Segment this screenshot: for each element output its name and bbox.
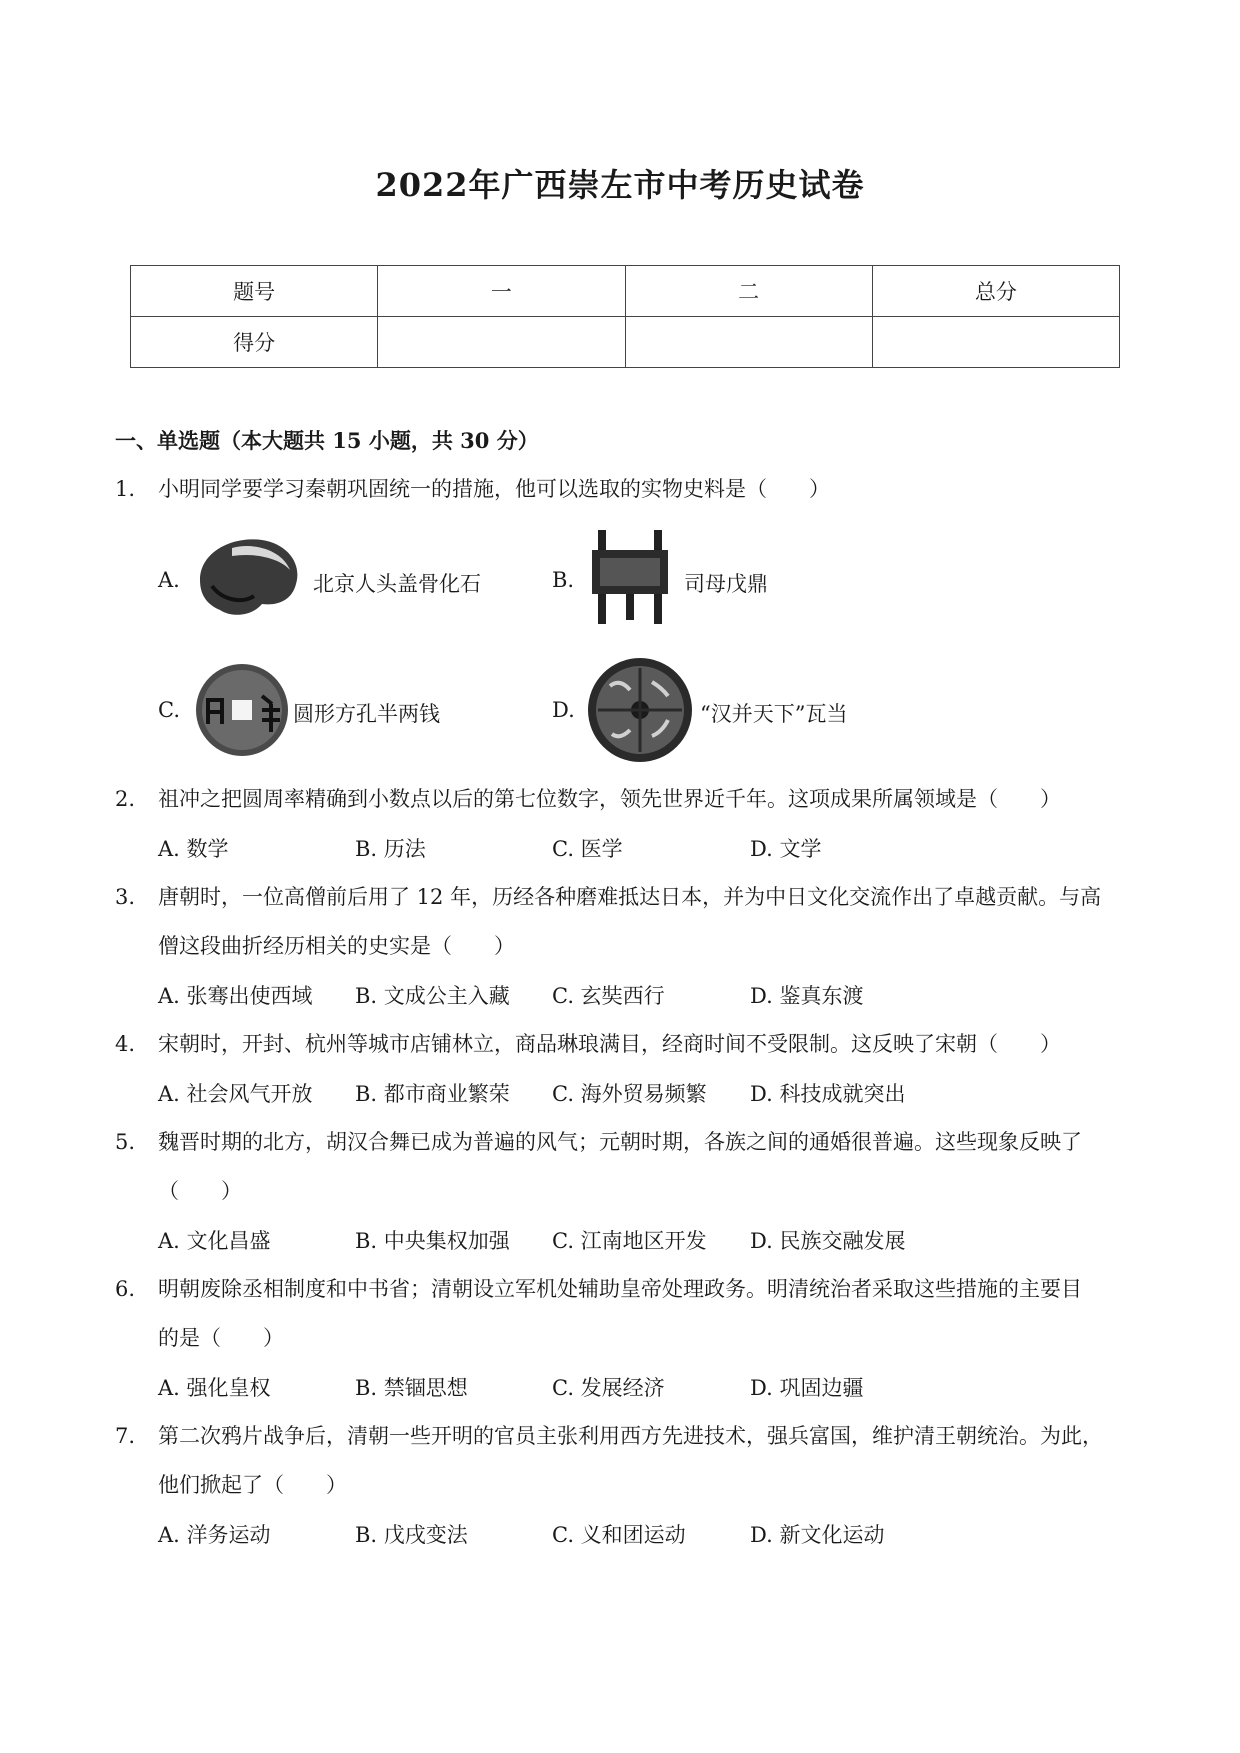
bronze-ding-icon	[586, 528, 674, 626]
score-table-cell: 总分	[872, 266, 1119, 317]
option-c[interactable]: C. 海外贸易频繁	[552, 1082, 707, 1106]
option-b[interactable]: B. 中央集权加强	[355, 1229, 510, 1253]
option-text: “汉并天下”瓦当	[700, 702, 848, 726]
option-c[interactable]: C. 玄奘西行	[552, 984, 665, 1008]
score-input-cell[interactable]	[872, 317, 1119, 368]
option-a[interactable]: A. 洋务运动	[158, 1523, 271, 1547]
option-b[interactable]: B. 历法	[355, 837, 426, 861]
option-b[interactable]: B. 戊戌变法	[355, 1523, 468, 1547]
option-a[interactable]: A. 强化皇权	[158, 1376, 271, 1400]
question-text-line: 僧这段曲折经历相关的史实是（ ）	[158, 934, 515, 958]
score-table-header-row	[131, 266, 1120, 317]
option-d[interactable]: D. 巩固边疆	[750, 1376, 864, 1400]
question-text-line: （ ）	[158, 1179, 242, 1203]
score-table-cell: 得分	[131, 317, 378, 368]
option-c[interactable]: C. 义和团运动	[552, 1523, 686, 1547]
score-table-cell: 题号	[131, 266, 378, 317]
score-table	[130, 265, 1120, 368]
question-number: 3.	[115, 885, 136, 909]
page-title: 2022年广西崇左市中考历史试卷	[375, 166, 865, 204]
option-b[interactable]: B. 禁锢思想	[355, 1376, 468, 1400]
option-a[interactable]: A. 文化昌盛	[158, 1229, 271, 1253]
option-c[interactable]: C. 江南地区开发	[552, 1229, 707, 1253]
score-table-score-row	[131, 317, 1120, 368]
skull-fossil-icon	[192, 530, 312, 625]
option-b[interactable]: B. 文成公主入藏	[355, 984, 510, 1008]
question-text: 祖冲之把圆周率精确到小数点以后的第七位数字，领先世界近千年。这项成果所属领域是（ ）	[158, 787, 1061, 811]
question-text: 宋朝时，开封、杭州等城市店铺林立，商品琳琅满目，经商时间不受限制。这反映了宋朝（ ）	[158, 1032, 1061, 1056]
option-b[interactable]: B. 都市商业繁荣	[355, 1082, 510, 1106]
option-d[interactable]: D. 科技成就突出	[750, 1082, 906, 1106]
option-letter: C.	[158, 698, 180, 722]
question-number: 6.	[115, 1277, 136, 1301]
option-d[interactable]: D. 鉴真东渡	[750, 984, 864, 1008]
option-text: 圆形方孔半两钱	[293, 702, 440, 726]
question-number: 2.	[115, 787, 136, 811]
question-number: 7.	[115, 1424, 136, 1448]
section-heading: 一、单选题（本大题共 15 小题，共 30 分）	[115, 428, 539, 453]
option-a[interactable]: A. 张骞出使西域	[158, 984, 313, 1008]
score-input-cell[interactable]	[378, 317, 625, 368]
option-d[interactable]: D. 文学	[750, 837, 822, 861]
option-c[interactable]: C. 医学	[552, 837, 623, 861]
option-c[interactable]: C. 发展经济	[552, 1376, 665, 1400]
question-number: 1.	[115, 477, 136, 501]
option-text: 北京人头盖骨化石	[313, 572, 481, 596]
question-text: 小明同学要学习秦朝巩固统一的措施，他可以选取的实物史料是（ ）	[158, 477, 830, 501]
question-number: 4.	[115, 1032, 136, 1056]
option-text: 司母戊鼎	[684, 572, 768, 596]
option-a[interactable]: A. 社会风气开放	[158, 1082, 313, 1106]
score-table-cell: 二	[625, 266, 872, 317]
roof-tile-icon	[586, 656, 694, 764]
score-table-cell: 一	[378, 266, 625, 317]
question-number: 5.	[115, 1130, 136, 1154]
score-input-cell[interactable]	[625, 317, 872, 368]
question-text-line: 明朝废除丞相制度和中书省；清朝设立军机处辅助皇帝处理政务。明清统治者采取这些措施的主要目	[158, 1277, 1082, 1301]
option-d[interactable]: D. 新文化运动	[750, 1523, 885, 1547]
option-letter: A.	[158, 568, 180, 592]
option-letter: B.	[552, 568, 575, 592]
question-text-line: 魏晋时期的北方，胡汉合舞已成为普遍的风气；元朝时期，各族之间的通婚很普遍。这些现象反映了	[158, 1130, 1082, 1154]
coin-icon	[192, 660, 292, 760]
option-letter: D.	[552, 698, 575, 722]
option-a[interactable]: A. 数学	[158, 837, 229, 861]
question-text-line: 的是（ ）	[158, 1326, 284, 1350]
option-d[interactable]: D. 民族交融发展	[750, 1229, 906, 1253]
question-text-line: 唐朝时，一位高僧前后用了 12 年，历经各种磨难抵达日本，并为中日文化交流作出了卓越贡献。与高	[158, 885, 1102, 909]
question-text-line: 他们掀起了（ ）	[158, 1473, 347, 1497]
question-text-line: 第二次鸦片战争后，清朝一些开明的官员主张利用西方先进技术，强兵富国，维护清王朝统治。为此，	[158, 1424, 1103, 1448]
